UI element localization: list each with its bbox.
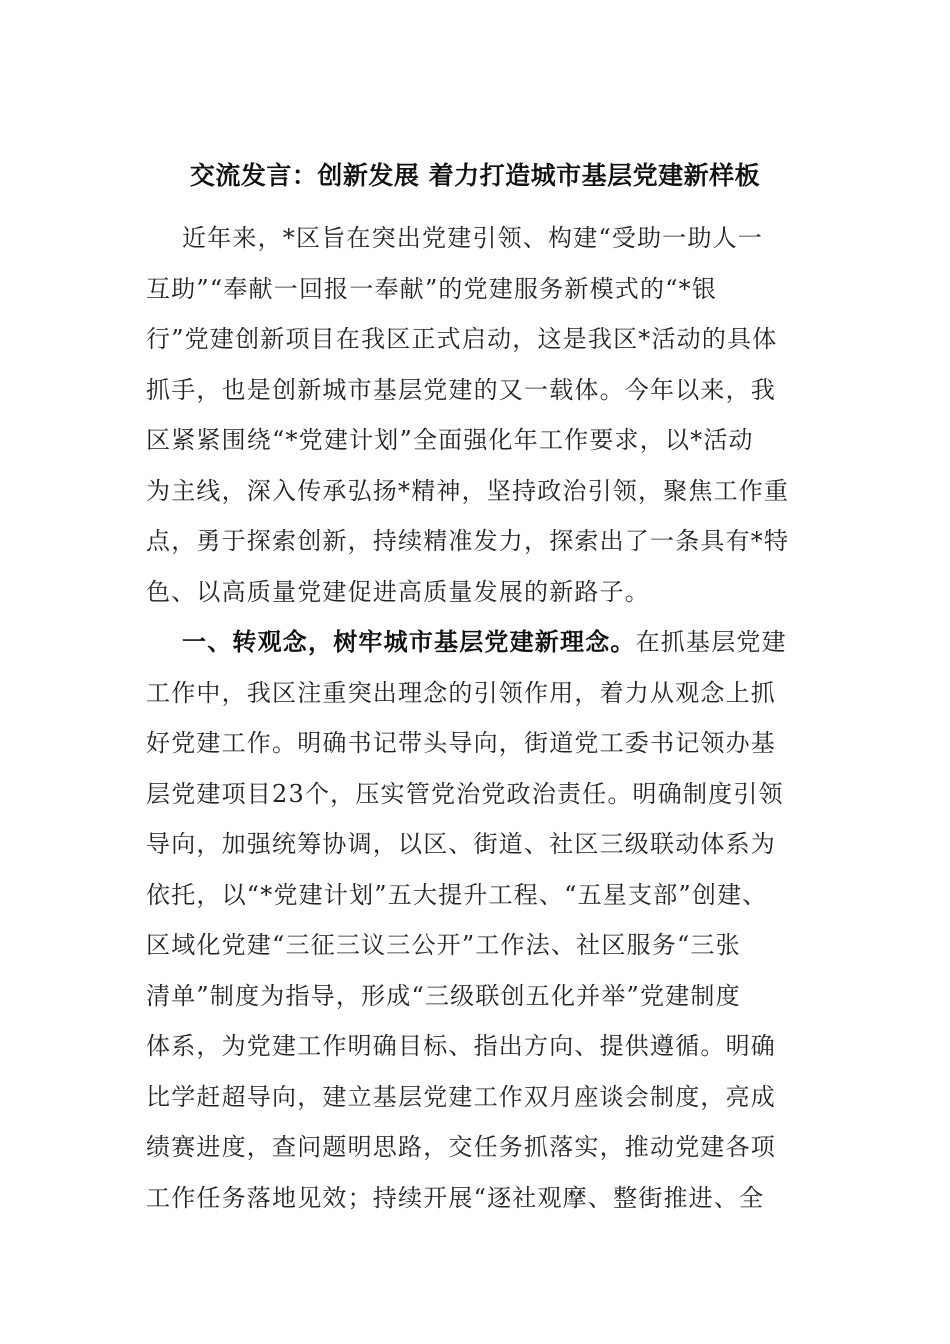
- paragraph-line: 工作任务落地见效；持续开展“逐社观摩、整街推进、全: [146, 1183, 765, 1212]
- paragraph-line: 比学赶超导向，建立基层党建工作双月座谈会制度，亮成: [146, 1082, 776, 1111]
- paragraph-line: 近年来，*区旨在突出党建引领、构建“受助一助人一: [182, 224, 764, 252]
- paragraph-line: 抓手，也是创新城市基层党建的又一载体。今年以来，我: [146, 375, 776, 404]
- document-body: [146, 213, 808, 1223]
- paragraph-line: 为主线，深入传承弘扬*精神，坚持政治引领，聚焦工作重: [146, 476, 790, 505]
- paragraph-line: 色、以高质量党建促进高质量发展的新路子。: [146, 577, 650, 606]
- paragraph-line: 工作中，我区注重突出理念的引领作用，着力从观念上抓: [146, 678, 776, 707]
- paragraph-line: 体系，为党建工作明确目标、指出方向、提供遵循。明确: [146, 1032, 776, 1060]
- paragraph-line: 清单”制度为指导，形成“三级联创五化并举”党建制度: [146, 981, 741, 1010]
- paragraph-line: 点，勇于探索创新，持续精准发力，探索出了一条具有*特: [146, 527, 790, 555]
- paragraph-line: 互助”“奉献一回报一奉献”的党建服务新模式的“*银: [146, 274, 718, 303]
- paragraph-line: 区紧紧围绕“*党建计划”全面强化年工作要求，以*活动: [146, 426, 754, 454]
- paragraph-line: 区域化党建“三征三议三公开”工作法、社区服务“三张: [146, 931, 741, 959]
- section-heading-rest: 在抓基层党建: [635, 628, 787, 656]
- paragraph-line: 好党建工作。明确书记带头导向，街道党工委书记领办基: [146, 729, 776, 757]
- paragraph-line: 导向，加强统筹协调，以区、街道、社区三级联动体系为: [146, 830, 776, 858]
- section-heading: 一、转观念，树牢城市基层党建新理念。: [182, 627, 636, 656]
- paragraph-line: 行”党建创新项目在我区正式启动，这是我区*活动的具体: [146, 325, 778, 353]
- paragraph-line: 依托，以“*党建计划”五大提升工程、“五星支部”创建、: [146, 880, 768, 909]
- paragraph-line: 层党建项目23个，压实管党治党政治责任。明确制度引领: [146, 779, 784, 808]
- paragraph-line: 绩赛进度，查问题明思路，交任务抓落实，推动党建各项: [146, 1133, 776, 1161]
- section-heading-line: [146, 617, 808, 668]
- document-title: 交流发言：创新发展 着力打造城市基层党建新样板: [189, 161, 761, 190]
